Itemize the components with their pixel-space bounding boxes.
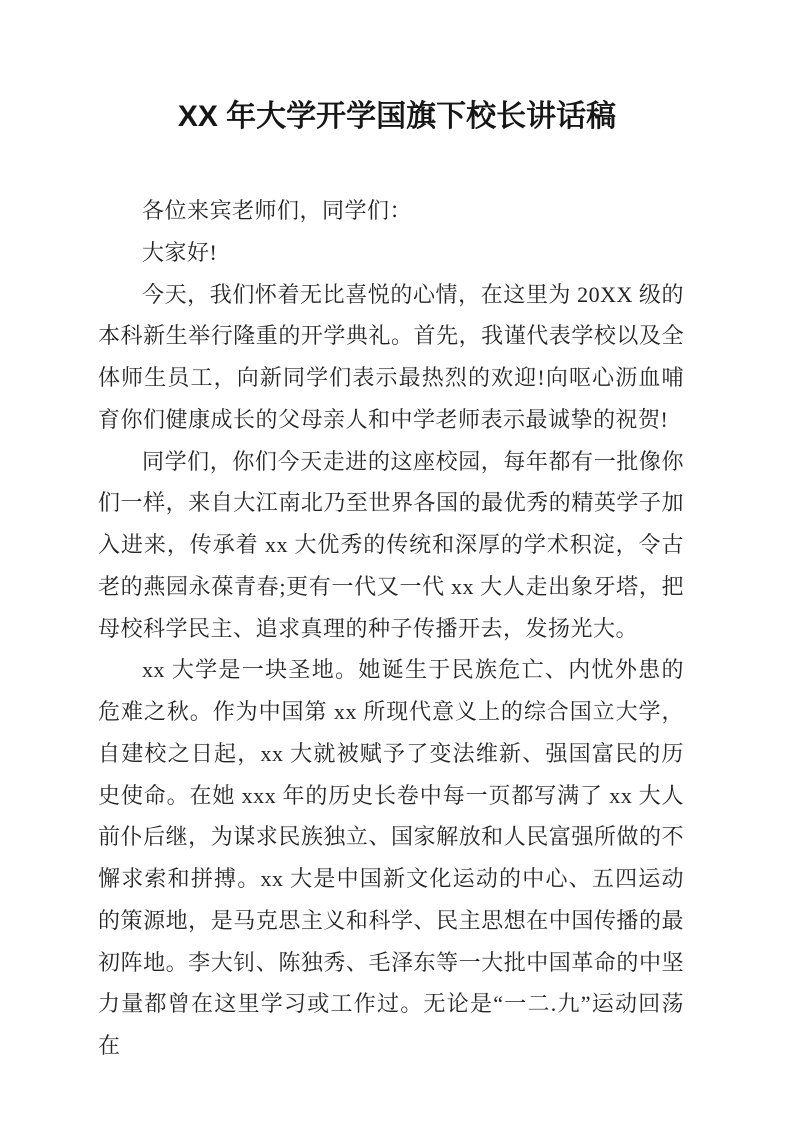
body-paragraph-welcome: 今天，我们怀着无比喜悦的心情，在这里为 20XX 级的本科新生举行隆重的开学典礼。首先，我谨代表学校以及全体师生员工，向新同学们表示最热烈的欢迎!向呕心沥血哺育你们健康成长的父母亲人和中学老师表示最诚挚的祝贺! xyxy=(98,281,684,432)
document-title: XX 年大学开学国旗下校长讲话稿 xyxy=(177,100,617,133)
salutation-line: 各位来宾老师们，同学们： xyxy=(142,198,413,223)
body-paragraph-history: xx 大学是一块圣地。她诞生于民族危亡、内忧外患的危难之秋。作为中国第 xx 所现代意义上的综合国立大学，自建校之日起，xx 大就被赋予了变法维新、强国富民的历史使命。在她 xxx 年的历史长卷中每一页都写满了 xx 大人前仆后继，为谋求民族独立、国家解放和人民富强所做的不懈求索和拼搏。xx 大是中国新文化运动的中心、五四运动的策源地，是马克思主义和科学、民主思想在中国传播的最初阵地。李大钊、陈独秀、毛泽东等一大批中国革命的中坚力量都曾在这里学习或工作过。无论是“一二.九”运动回荡在 xyxy=(98,657,684,1058)
greeting-line: 大家好! xyxy=(142,239,218,265)
body-paragraph-campus: 同学们，你们今天走进的这座校园，每年都有一批像你们一样，来自大江南北乃至世界各国的最优秀的精英学子加入进来，传承着 xx 大优秀的传统和深厚的学术积淀，令古老的燕园永葆青春;更有一代又一代 xx 大人走出象牙塔，把母校科学民主、追求真理的种子传播开去，发扬光大。 xyxy=(98,448,684,641)
document-body xyxy=(98,190,684,1067)
